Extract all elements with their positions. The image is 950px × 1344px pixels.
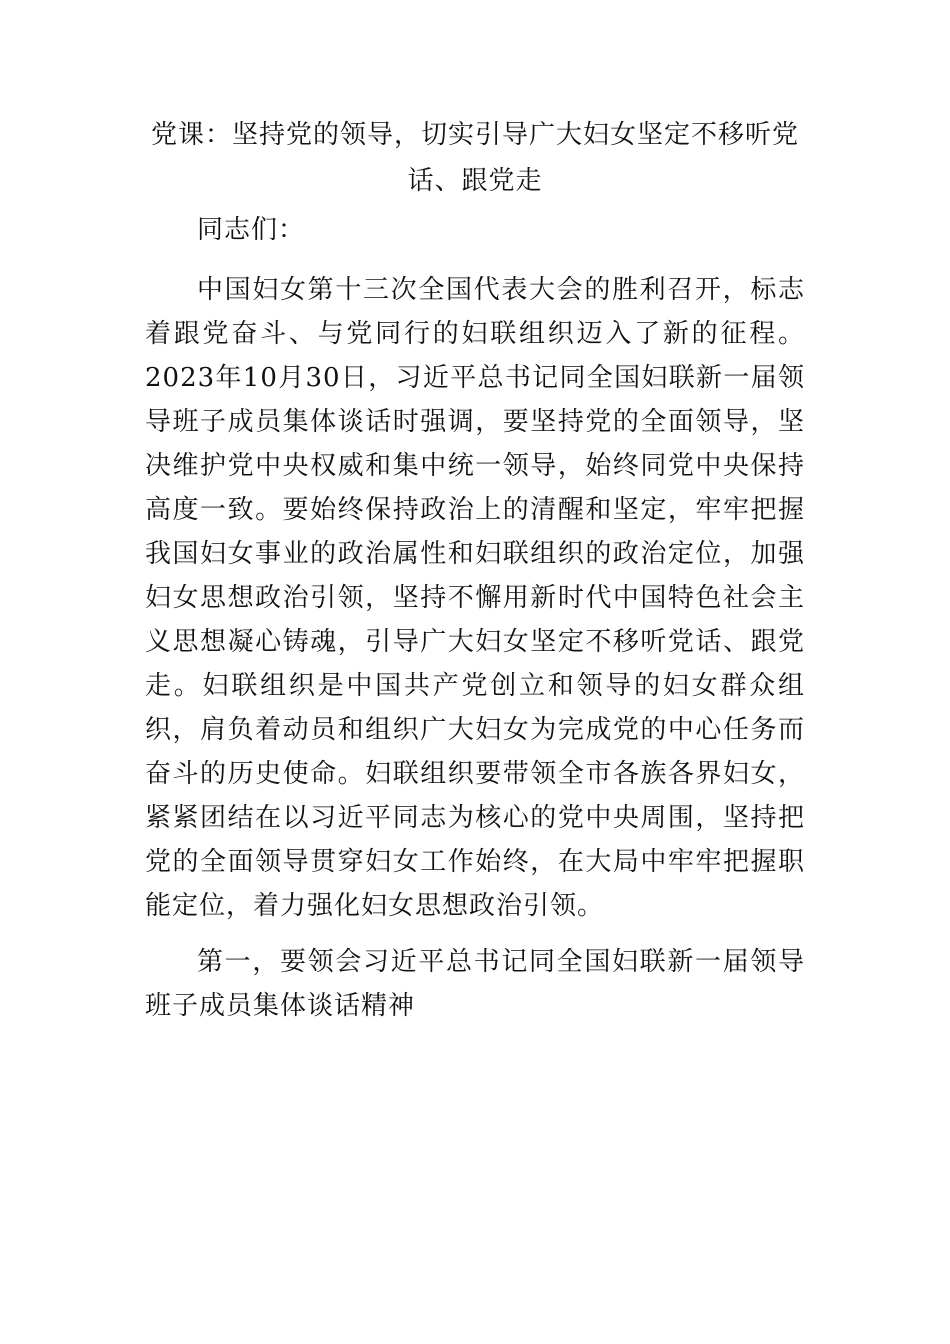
salutation: 同志们：: [197, 215, 306, 245]
document-body: [145, 208, 805, 1040]
paragraph-section-one: 第一，要领会习近平总书记同全国妇联新一届领导班子成员集体谈话精神: [145, 947, 805, 1021]
document-title: 党课：坚持党的领导，切实引导广大妇女坚定不移听党话、跟党走: [150, 120, 799, 196]
paragraph-intro: 中国妇女第十三次全国代表大会的胜利召开，标志着跟党奋斗、与党同行的妇联组织迈入了新的征程。2023年10月30日，习近平总书记同全国妇联新一届领导班子成员集体谈话时强调，要坚持党的全面领导，坚决维护党中央权威和集中统一领导，始终同党中央保持高度一致。要始终保持政治上的清醒和坚定，牢牢把握我国妇女事业的政治属性和妇联组织的政治定位，加强妇女思想政治引领，坚持不懈用新时代中国特色社会主义思想凝心铸魂，引导广大妇女坚定不移听党话、跟党走。妇联组织是中国共产党创立和领导的妇女群众组织，肩负着动员和组织广大妇女为完成党的中心任务而奋斗的历史使命。妇联组织要带领全市各族各界妇女，紧紧团结在以习近平同志为核心的党中央周围，坚持把党的全面领导贯穿妇女工作始终，在大局中牢牢把握职能定位，着力强化妇女思想政治引领。: [145, 275, 805, 921]
